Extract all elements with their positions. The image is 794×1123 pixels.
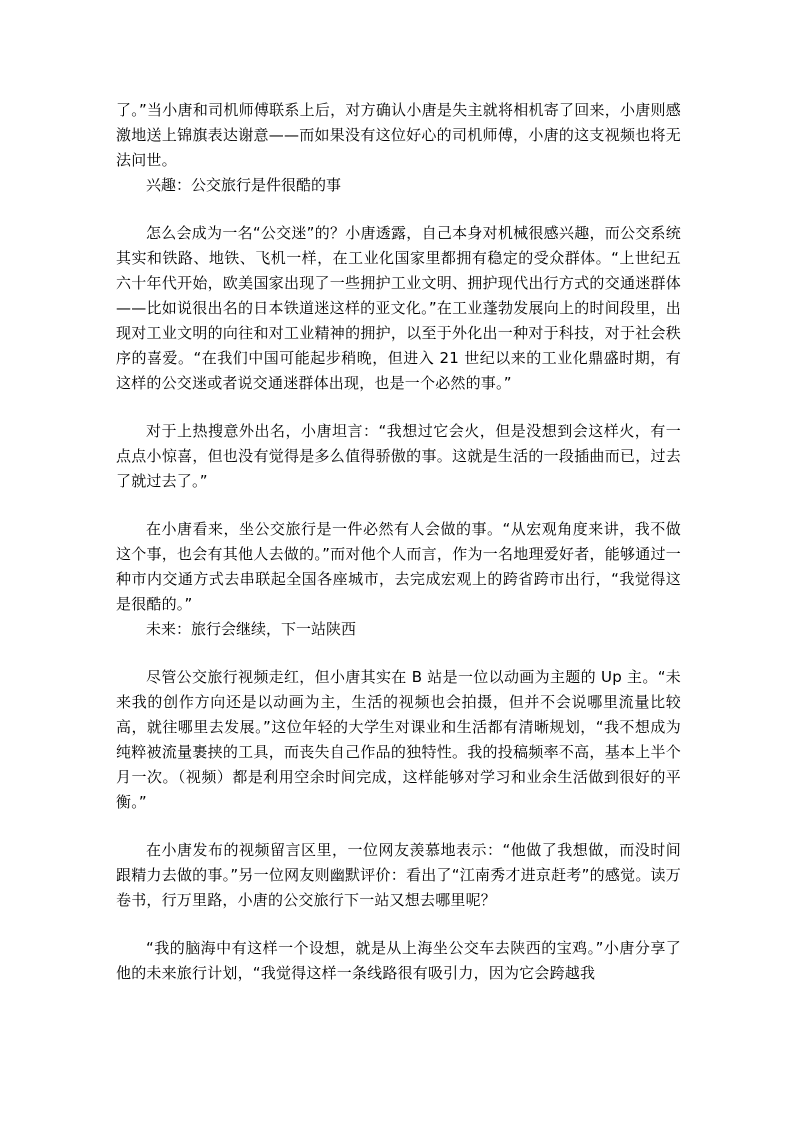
- paragraph-bus-travel-view: 在小唐看来，坐公交旅行是一件必然有人会做的事。“从宏观角度来讲，我不做这个事，也会有其他人去做的。”而对他个人而言，作为一名地理爱好者，能够通过一种市内交通方式去串联起全国各座城市，去完成宏观上的跨省跨市出行，“我觉得这是很酷的。”: [116, 520, 681, 613]
- paragraph-continuation: 了。”当小唐和司机师傅联系上后，对方确认小唐是失主就将相机寄了回来，小唐则感激地送上锦旗表达谢意——而如果没有这位好心的司机师傅，小唐的这支视频也将无法问世。: [116, 101, 681, 169]
- paragraph-future-plan: “我的脑海中有这样一个设想，就是从上海坐公交车去陕西的宝鸡。”小唐分享了他的未来旅行计划，“我觉得这样一条线路很有吸引力，因为它会跨越我: [116, 939, 681, 982]
- section-heading-interest: 兴趣：公交旅行是件很酷的事: [146, 176, 342, 194]
- paragraph-creative-direction: 尽管公交旅行视频走红，但小唐其实在 B 站是一位以动画为主题的 Up 主。“未来我的创作方向还是以动画为主，生活的视频也会拍摄，但并不会说哪里流量比较高，就往哪里去发展。”这位年轻的大学生对课业和生活都有清晰规划，“我不想成为纯粹被流量裹挟的工具，而丧失自己作品的独特性。我的投稿频率不高，基本上半个月一次。（视频）都是利用空余时间完成，这样能够对学习和业余生活做到很好的平衡。”: [116, 668, 681, 811]
- paragraph-trending-response: 对于上热搜意外出名，小唐坦言：“我想过它会火，但是没想到会这样火，有一点点小惊喜，但也没有觉得是多么值得骄傲的事。这就是生活的一段插曲而已，过去了就过去了。”: [116, 422, 681, 490]
- document-page: [116, 98, 681, 986]
- paragraph-netizen-comments: 在小唐发布的视频留言区里，一位网友羡慕地表示：“他做了我想做，而没时间跟精力去做的事。”另一位网友则幽默评价：看出了“江南秀才进京赶考”的感觉。读万卷书，行万里路，小唐的公交旅行下一站又想去哪里呢？: [116, 841, 681, 909]
- section-heading-future: 未来：旅行会继续，下一站陕西: [146, 620, 357, 638]
- paragraph-bus-fan-origin: 怎么会成为一名“公交迷”的？小唐透露，自己本身对机械很感兴趣，而公交系统其实和铁路、地铁、飞机一样，在工业化国家里都拥有稳定的受众群体。“上世纪五六十年代开始，欧美国家出现了一些拥护工业文明、拥护现代出行方式的交通迷群体——比如说很出名的日本铁道迷这样的亚文化。”在工业蓬勃发展向上的时间段里，出现对工业文明的向往和对工业精神的拥护，以至于外化出一种对于科技，对于社会秩序的喜爱。“在我们中国可能起步稍晚，但进入 21 世纪以来的工业化鼎盛时期，有这样的公交迷或者说交通迷群体出现，也是一个必然的事。”: [116, 224, 681, 392]
